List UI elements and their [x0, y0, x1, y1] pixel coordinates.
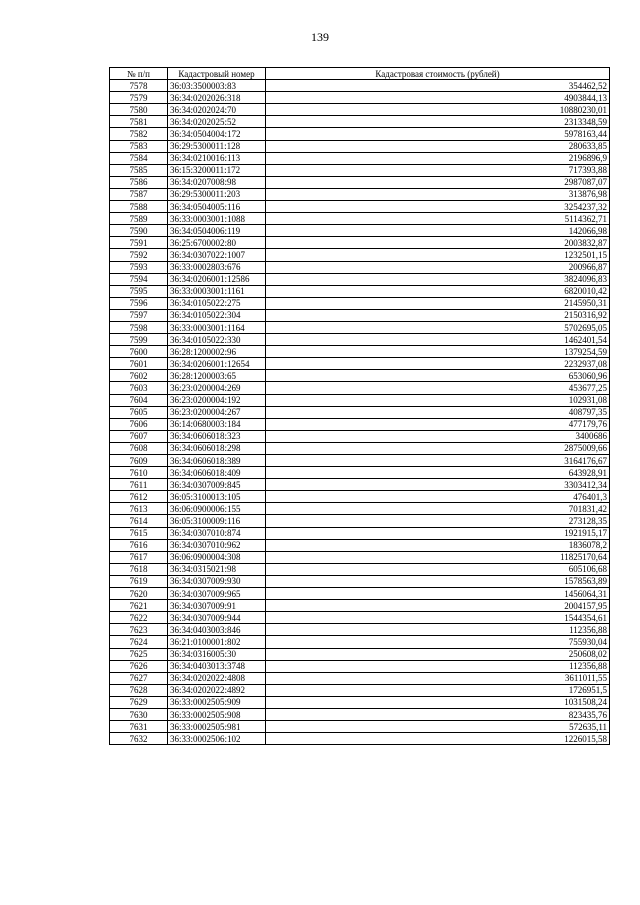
cadastral-number: 36:34:0504005:116: [168, 201, 266, 213]
row-number: 7579: [110, 92, 168, 104]
row-number: 7592: [110, 249, 168, 261]
cadastral-value: 11825170,64: [266, 551, 610, 563]
row-number: 7629: [110, 696, 168, 708]
cadastral-value: 2003832,87: [266, 237, 610, 249]
cadastral-value: 10880230,01: [266, 104, 610, 116]
cadastral-number: 36:33:0003001:1161: [168, 285, 266, 297]
cadastral-number: 36:23:0200004:267: [168, 406, 266, 418]
cadastral-number: 36:34:0105022:330: [168, 334, 266, 346]
cadastral-value: 102931,08: [266, 394, 610, 406]
table-row: [110, 140, 610, 152]
row-number: 7594: [110, 273, 168, 285]
table-row: [110, 213, 610, 225]
row-number: 7583: [110, 140, 168, 152]
cadastral-number: 36:05:3100009:116: [168, 515, 266, 527]
row-number: 7596: [110, 297, 168, 309]
table-row: [110, 261, 610, 273]
table-row: [110, 382, 610, 394]
row-number: 7630: [110, 708, 168, 720]
cadastral-value: 476401,3: [266, 491, 610, 503]
cadastral-value: 1226015,58: [266, 733, 610, 745]
row-number: 7609: [110, 455, 168, 467]
row-number: 7578: [110, 80, 168, 92]
cadastral-value: 2196896,9: [266, 152, 610, 164]
cadastral-number: 36:34:0307009:930: [168, 575, 266, 587]
cadastral-value: 572635,11: [266, 721, 610, 733]
cadastral-number: 36:33:0002803:676: [168, 261, 266, 273]
cadastral-value: 5978163,44: [266, 128, 610, 140]
cadastral-value: 701831,42: [266, 503, 610, 515]
row-number: 7610: [110, 467, 168, 479]
row-number: 7623: [110, 624, 168, 636]
cadastral-value: 1578563,89: [266, 575, 610, 587]
cadastral-value: 112356,88: [266, 660, 610, 672]
table-row: [110, 370, 610, 382]
table-row: [110, 92, 610, 104]
table-row: [110, 721, 610, 733]
header-cadastral-number: Кадастровый номер: [168, 68, 266, 80]
row-number: 7585: [110, 164, 168, 176]
table-row: [110, 273, 610, 285]
header-cadastral-value: Кадастровая стоимость (рублей): [266, 68, 610, 80]
cadastral-number: 36:34:0210016:113: [168, 152, 266, 164]
table-row: [110, 104, 610, 116]
row-number: 7581: [110, 116, 168, 128]
row-number: 7608: [110, 442, 168, 454]
cadastral-value: 1379254,59: [266, 346, 610, 358]
table-row: [110, 334, 610, 346]
cadastral-number: 36:23:0200004:192: [168, 394, 266, 406]
table-row: [110, 648, 610, 660]
row-number: 7622: [110, 612, 168, 624]
table-row: [110, 696, 610, 708]
table-row: [110, 551, 610, 563]
cadastral-number: 36:34:0606018:298: [168, 442, 266, 454]
table-row: [110, 708, 610, 720]
cadastral-value: 3164176,67: [266, 455, 610, 467]
table-row: [110, 188, 610, 200]
row-number: 7624: [110, 636, 168, 648]
cadastral-value: 250608,02: [266, 648, 610, 660]
table-row: [110, 297, 610, 309]
cadastral-value: 408797,35: [266, 406, 610, 418]
row-number: 7588: [110, 201, 168, 213]
row-number: 7616: [110, 539, 168, 551]
cadastral-value: 2150316,92: [266, 309, 610, 321]
table-row: [110, 309, 610, 321]
table-row: [110, 128, 610, 140]
cadastral-number: 36:34:0504004:172: [168, 128, 266, 140]
cadastral-number: 36:34:0307009:91: [168, 600, 266, 612]
cadastral-number: 36:34:0316005:30: [168, 648, 266, 660]
cadastral-number: 36:33:0002506:102: [168, 733, 266, 745]
row-number: 7580: [110, 104, 168, 116]
row-number: 7605: [110, 406, 168, 418]
row-number: 7618: [110, 563, 168, 575]
cadastral-value: 2232937,08: [266, 358, 610, 370]
cadastral-value: 5702695,05: [266, 321, 610, 333]
table-row: [110, 406, 610, 418]
table-row: [110, 539, 610, 551]
cadastral-number: 36:14:0680003:184: [168, 418, 266, 430]
cadastral-value: 4903844,13: [266, 92, 610, 104]
cadastral-value: 2145950,31: [266, 297, 610, 309]
row-number: 7614: [110, 515, 168, 527]
cadastral-value: 280633,85: [266, 140, 610, 152]
row-number: 7615: [110, 527, 168, 539]
row-number: 7598: [110, 321, 168, 333]
cadastral-number: 36:34:0307010:874: [168, 527, 266, 539]
row-number: 7626: [110, 660, 168, 672]
row-number: 7589: [110, 213, 168, 225]
table-row: [110, 575, 610, 587]
cadastral-number: 36:34:0105022:304: [168, 309, 266, 321]
cadastral-value: 755930,04: [266, 636, 610, 648]
row-number: 7620: [110, 588, 168, 600]
row-number: 7611: [110, 479, 168, 491]
cadastral-number: 36:21:0100001:802: [168, 636, 266, 648]
row-number: 7590: [110, 225, 168, 237]
cadastral-value: 313876,98: [266, 188, 610, 200]
table-row: [110, 152, 610, 164]
table-row: [110, 672, 610, 684]
table-row: [110, 285, 610, 297]
cadastral-value: 1836078,2: [266, 539, 610, 551]
row-number: 7613: [110, 503, 168, 515]
cadastral-value: 1031508,24: [266, 696, 610, 708]
cadastral-number: 36:06:0900004:308: [168, 551, 266, 563]
cadastral-number: 36:34:0403013:3748: [168, 660, 266, 672]
table-row: [110, 684, 610, 696]
row-number: 7591: [110, 237, 168, 249]
cadastral-value: 2987087,07: [266, 176, 610, 188]
row-number: 7621: [110, 600, 168, 612]
cadastral-value: 142066,98: [266, 225, 610, 237]
cadastral-value: 3611011,55: [266, 672, 610, 684]
cadastral-value: 1456064,31: [266, 588, 610, 600]
cadastral-value: 3303412,34: [266, 479, 610, 491]
cadastral-value: 1726951,5: [266, 684, 610, 696]
row-number: 7612: [110, 491, 168, 503]
table-row: [110, 479, 610, 491]
cadastral-number: 36:33:0003001:1164: [168, 321, 266, 333]
cadastral-number: 36:34:0202026:318: [168, 92, 266, 104]
table-row: [110, 527, 610, 539]
cadastral-number: 36:34:0105022:275: [168, 297, 266, 309]
row-number: 7586: [110, 176, 168, 188]
cadastral-number: 36:34:0307010:962: [168, 539, 266, 551]
cadastral-value: 112356,88: [266, 624, 610, 636]
row-number: 7582: [110, 128, 168, 140]
cadastral-value: 273128,35: [266, 515, 610, 527]
row-number: 7628: [110, 684, 168, 696]
table-row: [110, 600, 610, 612]
table-row: [110, 321, 610, 333]
cadastral-value: 200966,87: [266, 261, 610, 273]
table-row: [110, 515, 610, 527]
cadastral-number: 36:29:5300011:203: [168, 188, 266, 200]
cadastral-number: 36:28:1200003:65: [168, 370, 266, 382]
cadastral-number: 36:34:0202022:4808: [168, 672, 266, 684]
cadastral-value: 643928,91: [266, 467, 610, 479]
row-number: 7604: [110, 394, 168, 406]
row-number: 7587: [110, 188, 168, 200]
cadastral-value: 1544354,61: [266, 612, 610, 624]
table-row: [110, 237, 610, 249]
table-row: [110, 164, 610, 176]
cadastral-value: 1921915,17: [266, 527, 610, 539]
row-number: 7593: [110, 261, 168, 273]
row-number: 7595: [110, 285, 168, 297]
cadastral-number: 36:33:0003001:1088: [168, 213, 266, 225]
cadastral-number: 36:34:0504006:119: [168, 225, 266, 237]
table-row: [110, 176, 610, 188]
cadastral-value: 1232501,15: [266, 249, 610, 261]
table-row: [110, 249, 610, 261]
cadastral-number: 36:03:3500003:83: [168, 80, 266, 92]
cadastral-number: 36:34:0307022:1007: [168, 249, 266, 261]
cadastral-number: 36:34:0403003:846: [168, 624, 266, 636]
row-number: 7627: [110, 672, 168, 684]
table-row: [110, 346, 610, 358]
cadastral-number: 36:34:0207008:98: [168, 176, 266, 188]
cadastral-value: 477179,76: [266, 418, 610, 430]
row-number: 7607: [110, 430, 168, 442]
row-number: 7601: [110, 358, 168, 370]
row-number: 7600: [110, 346, 168, 358]
cadastral-value-table: [109, 67, 610, 745]
cadastral-number: 36:06:0900006:155: [168, 503, 266, 515]
cadastral-number: 36:29:5300011:128: [168, 140, 266, 152]
table-row: [110, 612, 610, 624]
table-row: [110, 660, 610, 672]
cadastral-number: 36:34:0307009:845: [168, 479, 266, 491]
table-row: [110, 636, 610, 648]
row-number: 7602: [110, 370, 168, 382]
table-row: [110, 394, 610, 406]
table-row: [110, 358, 610, 370]
table-row: [110, 116, 610, 128]
header-number: № п/п: [110, 68, 168, 80]
cadastral-number: 36:34:0202025:52: [168, 116, 266, 128]
table-row: [110, 225, 610, 237]
table-row: [110, 455, 610, 467]
table-row: [110, 563, 610, 575]
row-number: 7619: [110, 575, 168, 587]
row-number: 7617: [110, 551, 168, 563]
row-number: 7599: [110, 334, 168, 346]
cadastral-number: 36:34:0202024:70: [168, 104, 266, 116]
table-row: [110, 430, 610, 442]
header-row: [110, 68, 610, 80]
cadastral-number: 36:34:0606018:409: [168, 467, 266, 479]
cadastral-number: 36:34:0307009:965: [168, 588, 266, 600]
table-row: [110, 624, 610, 636]
cadastral-number: 36:23:0200004:269: [168, 382, 266, 394]
cadastral-value: 2004157,95: [266, 600, 610, 612]
cadastral-number: 36:05:3100013:105: [168, 491, 266, 503]
cadastral-value: 653060,96: [266, 370, 610, 382]
table-row: [110, 588, 610, 600]
cadastral-value: 3824096,83: [266, 273, 610, 285]
cadastral-value: 823435,76: [266, 708, 610, 720]
row-number: 7631: [110, 721, 168, 733]
cadastral-value: 2875009,66: [266, 442, 610, 454]
cadastral-number: 36:34:0206001:12586: [168, 273, 266, 285]
table-row: [110, 442, 610, 454]
table-body: [110, 80, 610, 745]
cadastral-value: 1462401,54: [266, 334, 610, 346]
table-row: [110, 201, 610, 213]
cadastral-number: 36:28:1200002:96: [168, 346, 266, 358]
cadastral-number: 36:34:0606018:323: [168, 430, 266, 442]
cadastral-value: 717393,88: [266, 164, 610, 176]
cadastral-number: 36:34:0202022:4892: [168, 684, 266, 696]
cadastral-value: 2313348,59: [266, 116, 610, 128]
cadastral-number: 36:25:6700002:80: [168, 237, 266, 249]
cadastral-number: 36:34:0206001:12654: [168, 358, 266, 370]
cadastral-value: 354462,52: [266, 80, 610, 92]
cadastral-number: 36:33:0002505:908: [168, 708, 266, 720]
cadastral-number: 36:33:0002505:981: [168, 721, 266, 733]
table-row: [110, 467, 610, 479]
row-number: 7603: [110, 382, 168, 394]
cadastral-value: 5114362,71: [266, 213, 610, 225]
cadastral-value: 3254237,32: [266, 201, 610, 213]
cadastral-value: 453677,25: [266, 382, 610, 394]
table-row: [110, 80, 610, 92]
page-number: 139: [311, 30, 329, 44]
row-number: 7632: [110, 733, 168, 745]
cadastral-number: 36:15:3200011:172: [168, 164, 266, 176]
row-number: 7597: [110, 309, 168, 321]
row-number: 7584: [110, 152, 168, 164]
cadastral-number: 36:34:0307009:944: [168, 612, 266, 624]
table-row: [110, 491, 610, 503]
table-row: [110, 733, 610, 745]
table-header: [110, 68, 610, 80]
table-row: [110, 503, 610, 515]
cadastral-number: 36:33:0002505:909: [168, 696, 266, 708]
cadastral-value: 3400686: [266, 430, 610, 442]
table-row: [110, 418, 610, 430]
cadastral-value: 6820010,42: [266, 285, 610, 297]
cadastral-number: 36:34:0315021:98: [168, 563, 266, 575]
cadastral-number: 36:34:0606018:389: [168, 455, 266, 467]
cadastral-value: 605106,68: [266, 563, 610, 575]
row-number: 7625: [110, 648, 168, 660]
row-number: 7606: [110, 418, 168, 430]
